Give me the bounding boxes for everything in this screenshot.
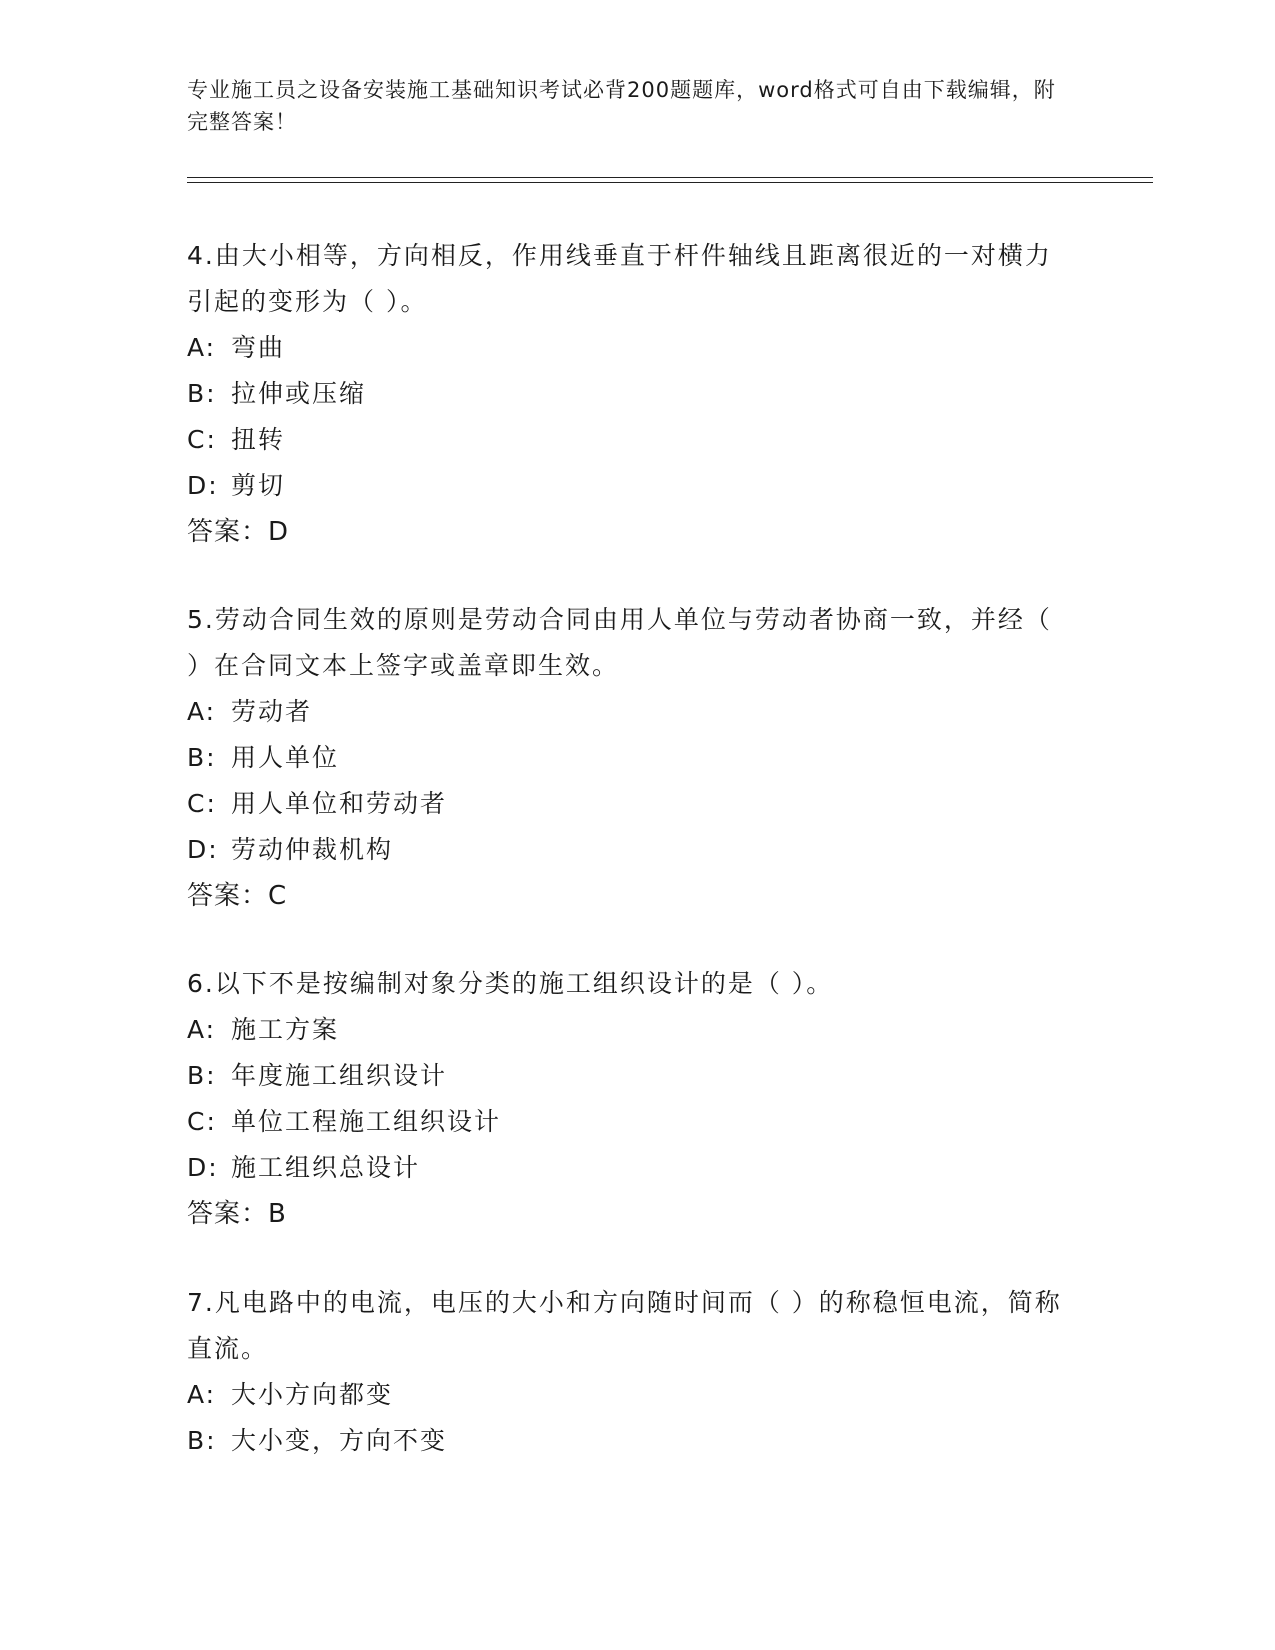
option-text: 单位工程施工组织设计 [231, 1107, 502, 1136]
option-c [187, 1099, 1067, 1145]
question-stem: 5.劳动合同生效的原则是劳动合同由用人单位与劳动者协商一致，并经（ ）在合同文本上签字或盖章即生效。 [187, 605, 1052, 680]
option-key: B: [187, 743, 217, 772]
question-7 [187, 1280, 1067, 1464]
answer-line: 答案：C [187, 881, 288, 911]
option-text: 施工方案 [231, 1015, 340, 1044]
option-key: A: [187, 1015, 217, 1044]
option-a [187, 689, 1067, 735]
answer-line: 答案：B [187, 1199, 287, 1229]
header-divider-top [187, 177, 1153, 178]
option-d [187, 463, 1067, 509]
option-text: 拉伸或压缩 [231, 379, 367, 408]
option-b [187, 735, 1067, 781]
option-key: C: [187, 425, 217, 454]
option-c [187, 417, 1067, 463]
answer-line: 答案：D [187, 517, 290, 547]
option-b [187, 1053, 1067, 1099]
option-text: 弯曲 [231, 333, 286, 362]
option-key: D: [187, 835, 219, 864]
document-header-title: 专业施工员之设备安装施工基础知识考试必背200题题库，word格式可自由下载编辑，附完整答案！ [187, 78, 1056, 134]
option-key: A: [187, 1380, 217, 1409]
question-stem: 7.凡电路中的电流，电压的大小和方向随时间而（ ）的称稳恒电流，简称直流。 [187, 1288, 1062, 1363]
option-b [187, 371, 1067, 417]
option-text: 扭转 [231, 425, 286, 454]
option-key: B: [187, 379, 217, 408]
option-a [187, 325, 1067, 371]
option-key: A: [187, 333, 217, 362]
question-4 [187, 233, 1067, 555]
option-a [187, 1372, 1067, 1418]
option-text: 用人单位和劳动者 [231, 789, 448, 818]
question-stem: 4.由大小相等，方向相反，作用线垂直于杆件轴线且距离很近的一对横力引起的变形为（ ）。 [187, 241, 1052, 316]
option-a [187, 1007, 1067, 1053]
option-key: D: [187, 1153, 219, 1182]
question-5 [187, 597, 1067, 919]
option-key: D: [187, 471, 219, 500]
option-text: 大小方向都变 [231, 1380, 394, 1409]
option-text: 年度施工组织设计 [231, 1061, 448, 1090]
option-text: 劳动仲裁机构 [231, 835, 394, 864]
option-key: C: [187, 789, 217, 818]
option-text: 大小变，方向不变 [231, 1426, 448, 1455]
option-text: 用人单位 [231, 743, 340, 772]
option-key: A: [187, 697, 217, 726]
option-key: B: [187, 1426, 217, 1455]
option-text: 施工组织总设计 [231, 1153, 421, 1182]
option-c [187, 781, 1067, 827]
header-divider-bottom [187, 182, 1153, 183]
question-stem: 6.以下不是按编制对象分类的施工组织设计的是（ ）。 [187, 969, 834, 998]
option-d [187, 827, 1067, 873]
question-6 [187, 961, 1067, 1237]
option-key: C: [187, 1107, 217, 1136]
option-text: 劳动者 [231, 697, 313, 726]
option-b [187, 1418, 1067, 1464]
option-key: B: [187, 1061, 217, 1090]
option-text: 剪切 [231, 471, 286, 500]
option-d [187, 1145, 1067, 1191]
